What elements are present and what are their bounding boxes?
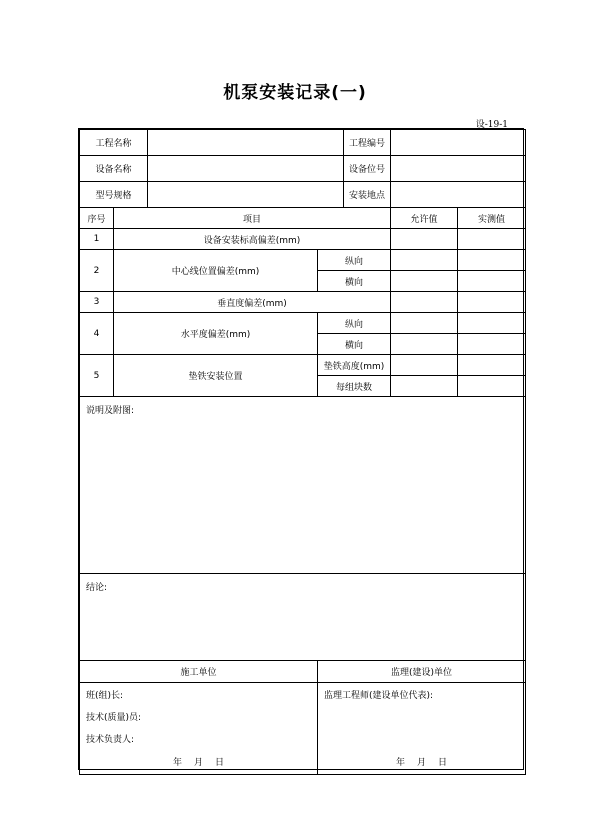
row-sub-item: 垫铁高度(mm) (318, 355, 391, 376)
col-actual-header: 实测值 (458, 208, 526, 229)
row-no: 3 (80, 292, 114, 313)
equipment-name-label: 设备名称 (80, 156, 148, 182)
allow-cell[interactable] (391, 250, 458, 271)
actual-cell[interactable] (458, 292, 526, 313)
model-spec-field[interactable] (148, 182, 344, 208)
project-no-field[interactable] (391, 130, 526, 156)
supervision-unit-header: 监理(建设)单位 (318, 661, 526, 683)
month-label: 月 (194, 758, 204, 768)
allow-cell[interactable] (391, 292, 458, 313)
actual-cell[interactable] (458, 229, 526, 250)
day-label: 日 (215, 758, 225, 768)
record-table (79, 129, 526, 775)
allow-cell[interactable] (391, 271, 458, 292)
day-label: 日 (438, 758, 448, 768)
equipment-pos-field[interactable] (391, 156, 526, 182)
row-no: 5 (80, 355, 114, 397)
year-label: 年 (396, 758, 406, 768)
row-sub-item: 纵向 (318, 313, 391, 334)
row-item: 垫铁安装位置 (114, 355, 318, 397)
project-name-field[interactable] (148, 130, 344, 156)
allow-cell[interactable] (391, 376, 458, 397)
tech-quality-label: 技术(质量)员: (86, 713, 142, 723)
row-sub-item: 每组块数 (318, 376, 391, 397)
equipment-pos-label: 设备位号 (344, 156, 391, 182)
allow-cell[interactable] (391, 355, 458, 376)
row-sub-item: 横向 (318, 334, 391, 355)
allow-cell[interactable] (391, 229, 458, 250)
actual-cell[interactable] (458, 313, 526, 334)
notes-label: 说明及附图: (86, 406, 135, 416)
tech-lead-label: 技术负责人: (86, 735, 135, 745)
col-item-header: 项目 (114, 208, 391, 229)
form-code: 设-19-1 (475, 120, 508, 130)
row-no: 4 (80, 313, 114, 355)
construction-unit-header: 施工单位 (80, 661, 318, 683)
row-item: 设备安装标高偏差(mm) (114, 229, 391, 250)
page-title: 机泵安装记录(一) (223, 83, 367, 103)
row-no: 1 (80, 229, 114, 250)
supervision-sign-area[interactable] (318, 683, 526, 775)
actual-cell[interactable] (458, 355, 526, 376)
supervision-date (324, 755, 519, 768)
project-name-label: 工程名称 (80, 130, 148, 156)
conclusion-label: 结论: (86, 583, 108, 593)
construction-sign-area[interactable] (80, 683, 318, 775)
row-sub-item: 纵向 (318, 250, 391, 271)
install-site-label: 安装地点 (344, 182, 391, 208)
team-leader-label: 班(组)长: (86, 691, 124, 701)
row-sub-item: 横向 (318, 271, 391, 292)
allow-cell[interactable] (391, 334, 458, 355)
row-item: 水平度偏差(mm) (114, 313, 318, 355)
project-no-label: 工程编号 (344, 130, 391, 156)
row-item: 中心线位置偏差(mm) (114, 250, 318, 292)
actual-cell[interactable] (458, 250, 526, 271)
actual-cell[interactable] (458, 376, 526, 397)
model-spec-label: 型号规格 (80, 182, 148, 208)
allow-cell[interactable] (391, 313, 458, 334)
col-no-header: 序号 (80, 208, 114, 229)
col-allow-header: 允许值 (391, 208, 458, 229)
month-label: 月 (417, 758, 427, 768)
equipment-name-field[interactable] (148, 156, 344, 182)
row-item: 垂直度偏差(mm) (114, 292, 391, 313)
actual-cell[interactable] (458, 271, 526, 292)
construction-date (86, 755, 311, 768)
actual-cell[interactable] (458, 334, 526, 355)
record-form (78, 128, 524, 770)
install-site-field[interactable] (391, 182, 526, 208)
row-no: 2 (80, 250, 114, 292)
notes-area[interactable] (80, 397, 526, 574)
conclusion-area[interactable] (80, 574, 526, 661)
engineer-label: 监理工程师(建设单位代表): (324, 691, 434, 701)
year-label: 年 (172, 758, 182, 768)
